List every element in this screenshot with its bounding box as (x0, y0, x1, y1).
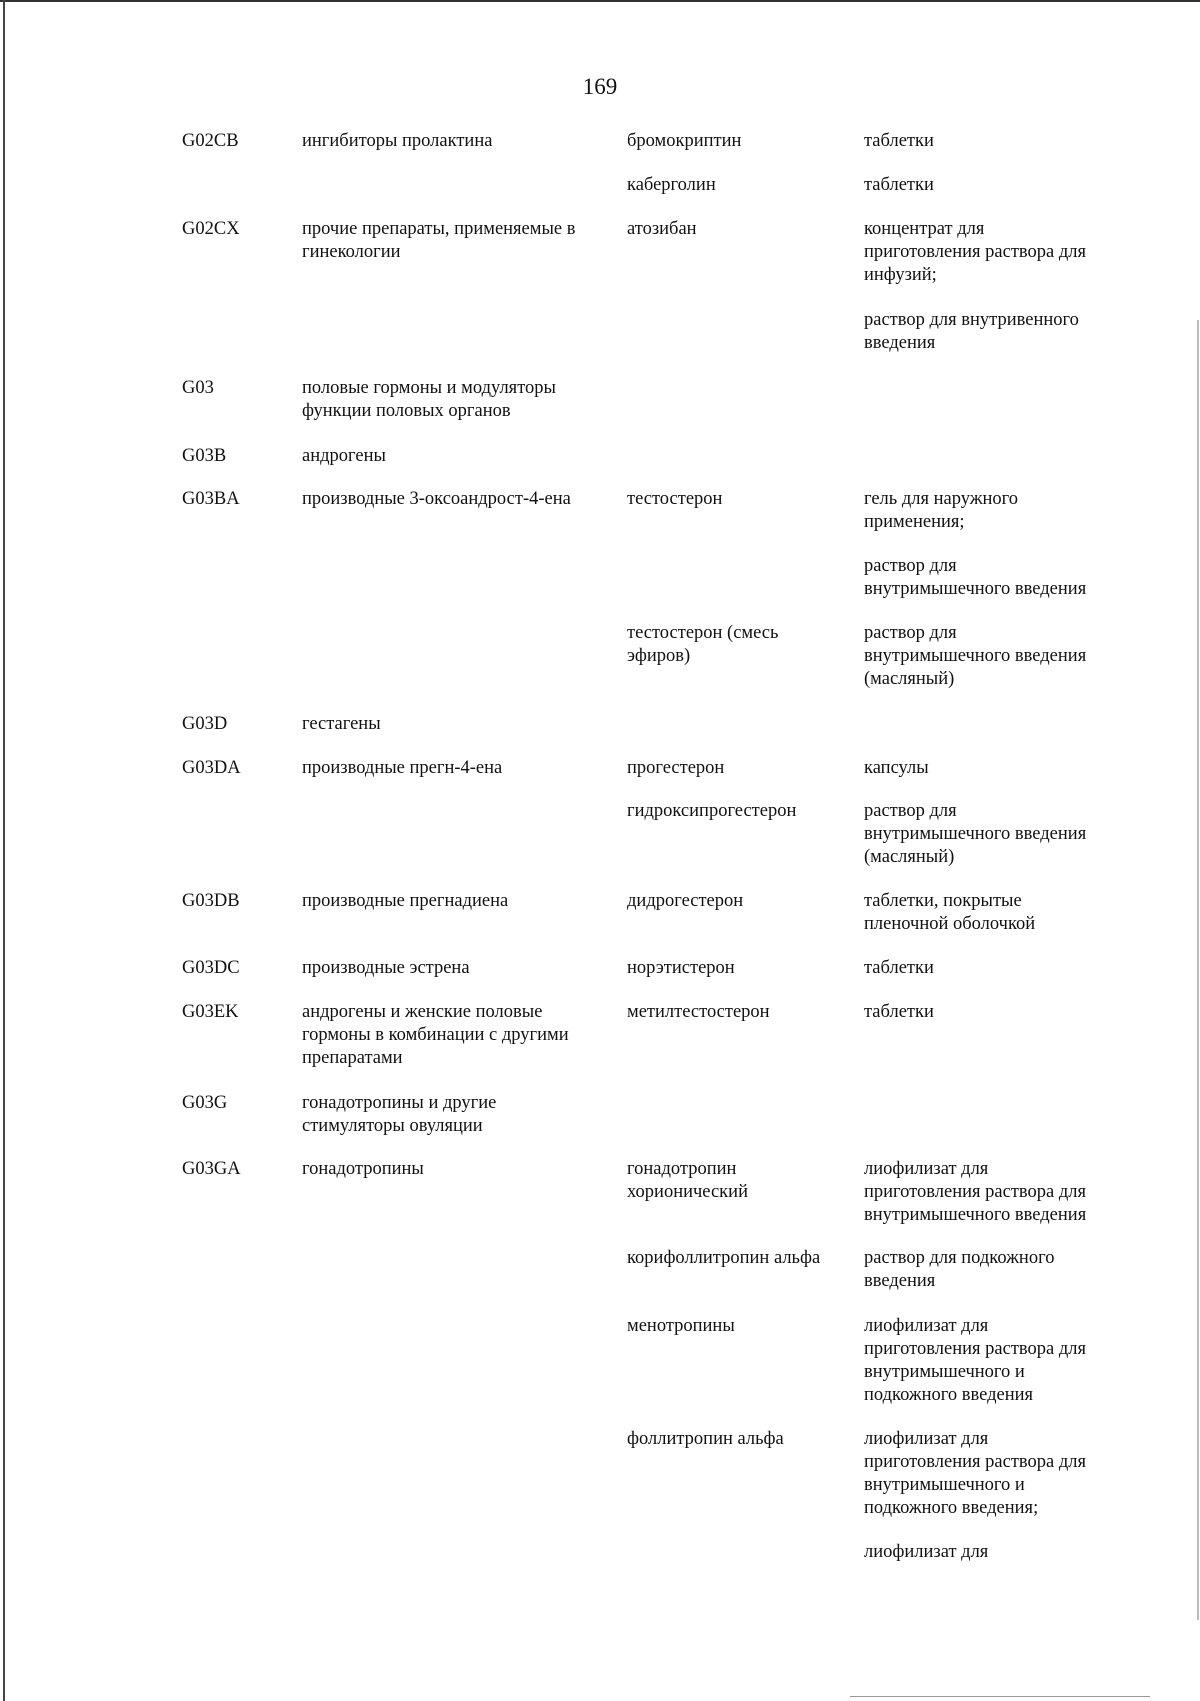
atc-code: G03DC (182, 958, 240, 978)
group-name: половые гормоны и модуляторы функции половых органов (302, 378, 556, 421)
scan-edge-right (1197, 320, 1199, 1620)
drug-name: каберголин (627, 175, 716, 195)
dosage-form: раствор для внутримышечного введения (864, 556, 1087, 599)
group-name: ингибиторы пролактина (302, 131, 493, 151)
scan-edge-bottom (850, 1696, 1150, 1697)
atc-code: G03EK (182, 1002, 239, 1022)
dosage-form: раствор для внутримышечного введения (масляный) (864, 623, 1087, 689)
dosage-form: гель для наружного применения; (864, 489, 1019, 532)
drug-name: дидрогестерон (627, 891, 744, 911)
group-name: гонадотропины и другие стимуляторы овуляции (302, 1093, 497, 1136)
drug-name: корифоллитропин альфа (627, 1248, 821, 1268)
drug-name: фоллитропин альфа (627, 1429, 784, 1449)
dosage-form: таблетки (864, 131, 934, 151)
drug-name: гонадотропин хорионический (627, 1159, 748, 1202)
drug-name: тестостерон (627, 489, 723, 509)
dosage-form: таблетки (864, 1002, 934, 1022)
group-name: производные эстрена (302, 958, 470, 978)
drug-name: менотропины (627, 1316, 735, 1336)
atc-code: G03DA (182, 758, 241, 778)
drug-name: метилтестостерон (627, 1002, 770, 1022)
dosage-form: лиофилизат для приготовления раствора для внутримышечного и подкожного введения (864, 1316, 1086, 1405)
atc-code: G03G (182, 1093, 228, 1113)
dosage-form: лиофилизат для приготовления раствора для внутримышечного введения (864, 1159, 1087, 1225)
scan-edge-left (3, 0, 5, 1701)
scan-edge-top (0, 0, 1200, 2)
dosage-form: раствор для внутримышечного введения (масляный) (864, 801, 1087, 867)
atc-code: G03D (182, 714, 228, 734)
group-name: андрогены (302, 446, 386, 466)
group-name: гестагены (302, 714, 381, 734)
dosage-form: раствор для подкожного введения (864, 1248, 1055, 1291)
atc-code: G03DB (182, 891, 240, 911)
page-number: 169 (582, 74, 618, 99)
drug-name: гидроксипрогестерон (627, 801, 797, 821)
dosage-form: лиофилизат для (864, 1542, 989, 1562)
dosage-form: концентрат для приготовления раствора для инфузий; (864, 219, 1086, 285)
dosage-form: лиофилизат для приготовления раствора для внутримышечного и подкожного введения; (864, 1429, 1086, 1518)
atc-code: G02CX (182, 219, 240, 239)
dosage-form: раствор для внутривенного введения (864, 310, 1079, 353)
atc-code: G02CB (182, 131, 239, 151)
dosage-form: таблетки (864, 958, 934, 978)
dosage-form: таблетки (864, 175, 934, 195)
dosage-form: капсулы (864, 758, 929, 778)
drug-name: тестостерон (смесь эфиров) (627, 623, 779, 666)
drug-name: норэтистерон (627, 958, 735, 978)
group-name: прочие препараты, применяемые в гинекологии (302, 219, 576, 262)
atc-code: G03B (182, 446, 227, 466)
drug-name: прогестерон (627, 758, 725, 778)
atc-code: G03GA (182, 1159, 241, 1179)
group-name: производные 3-оксоандрост-4-ена (302, 489, 571, 509)
dosage-form: таблетки, покрытые пленочной оболочкой (864, 891, 1036, 934)
group-name: гонадотропины (302, 1159, 424, 1179)
atc-code: G03 (182, 378, 214, 398)
atc-code: G03BA (182, 489, 240, 509)
drug-name: бромокриптин (627, 131, 742, 151)
group-name: производные прегнадиена (302, 891, 509, 911)
group-name: андрогены и женские половые гормоны в комбинации с другими препаратами (302, 1002, 569, 1068)
drug-name: атозибан (627, 219, 697, 239)
group-name: производные прегн-4-ена (302, 758, 503, 778)
